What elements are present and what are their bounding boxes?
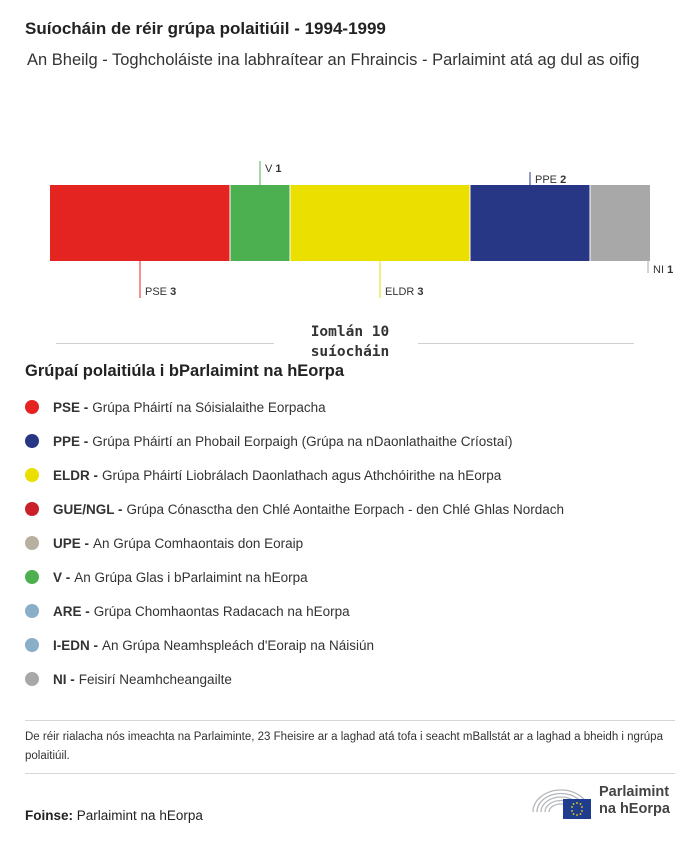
total-seats-label: Iomlán 10 suíocháin (310, 324, 390, 360)
legend-name: Grúpa Pháirtí na Sóisialaithe Eorpacha (92, 399, 326, 415)
bar-segment-v (230, 185, 290, 261)
legend-name: Feisirí Neamhcheangailte (78, 671, 232, 687)
legend-abbr: PPE - (53, 433, 89, 449)
legend-item (25, 628, 564, 662)
data-label-eldr: ELDR 3 (385, 286, 424, 298)
legend-item (25, 492, 564, 526)
legend-abbr: I-EDN - (53, 637, 98, 653)
legend-color-dot (25, 502, 39, 516)
legend-name: Grúpa Pháirtí Liobrálach Daonlathach agus Athchóirithe na hEorpa (102, 467, 502, 483)
source-label: Foinse: (25, 808, 74, 823)
data-label-ni: NI 1 (653, 264, 674, 276)
legend-item (25, 458, 564, 492)
legend-color-dot (25, 468, 39, 482)
divider (25, 773, 675, 774)
legend-item (25, 560, 564, 594)
rules-note: De réir rialacha nós imeachta na Parlaiminte, 23 Fheisire ar a laghad atá tofa i seacht mBallstát ar a laghad a bheidh i ngrúpa polaitiúil. (25, 731, 663, 762)
legend-color-dot (25, 570, 39, 584)
legend-color-dot (25, 672, 39, 686)
legend-name: Grúpa Cónasctha den Chlé Aontaithe Eorpach - den Chlé Ghlas Nordach (126, 501, 565, 517)
data-label-ppe: PPE 2 (535, 174, 567, 186)
legend-color-dot (25, 434, 39, 448)
legend-item (25, 390, 564, 424)
logo-line-2: na hEorpa (599, 801, 670, 817)
logo-line-1: Parlaimint (599, 784, 670, 800)
bar-segment-ni (590, 185, 650, 261)
total-divider-left (56, 343, 274, 344)
logo-text (599, 784, 670, 818)
legend-abbr: UPE - (53, 535, 90, 551)
bar-segment-pse (50, 185, 230, 261)
total-divider-right (418, 343, 634, 344)
legend-item (25, 424, 564, 458)
bar-segment-ppe (470, 185, 590, 261)
legend-abbr: V - (53, 569, 71, 585)
legend-item (25, 594, 564, 628)
legend-item (25, 526, 564, 560)
legend-abbr: PSE - (53, 399, 89, 415)
legend-abbr: ELDR - (53, 467, 98, 483)
bar-segment-eldr (290, 185, 470, 261)
european-parliament-logo (529, 782, 670, 820)
legend-abbr: ARE - (53, 603, 90, 619)
seats-stacked-bar-chart (0, 150, 700, 310)
legend-color-dot (25, 604, 39, 618)
legend-abbr: GUE/NGL - (53, 501, 123, 517)
divider (25, 720, 675, 721)
legend-color-dot (25, 400, 39, 414)
legend-name: An Grúpa Neamhspleách d'Eoraip na Náisiún (102, 637, 374, 653)
chart-title: Suíocháin de réir grúpa polaitiúil - 1994-1999 (25, 19, 386, 38)
hemicycle-flag-icon (529, 782, 593, 820)
legend-abbr: NI - (53, 671, 75, 687)
legend-title: Grúpaí polaitiúla i bParlaimint na hEorpa (25, 362, 345, 380)
political-groups-legend (25, 390, 564, 696)
source-line (25, 808, 203, 823)
source-text: Parlaimint na hEorpa (76, 808, 203, 823)
legend-name: Grúpa Pháirtí an Phobail Eorpaigh (Grúpa na nDaonlathaithe Críostaí) (92, 433, 513, 449)
data-label-pse: PSE 3 (145, 286, 177, 298)
legend-color-dot (25, 638, 39, 652)
legend-name: Grúpa Chomhaontas Radacach na hEorpa (93, 603, 350, 619)
legend-name: An Grúpa Comhaontais don Eoraip (93, 535, 304, 551)
data-label-v: V 1 (265, 163, 282, 175)
legend-color-dot (25, 536, 39, 550)
chart-subtitle: An Bheilg - Toghcholáiste ina labhraítear an Fhraincis - Parlaimint atá ag dul as oifig (27, 51, 640, 69)
legend-name: An Grúpa Glas i bParlaimint na hEorpa (74, 569, 308, 585)
legend-item (25, 662, 564, 696)
